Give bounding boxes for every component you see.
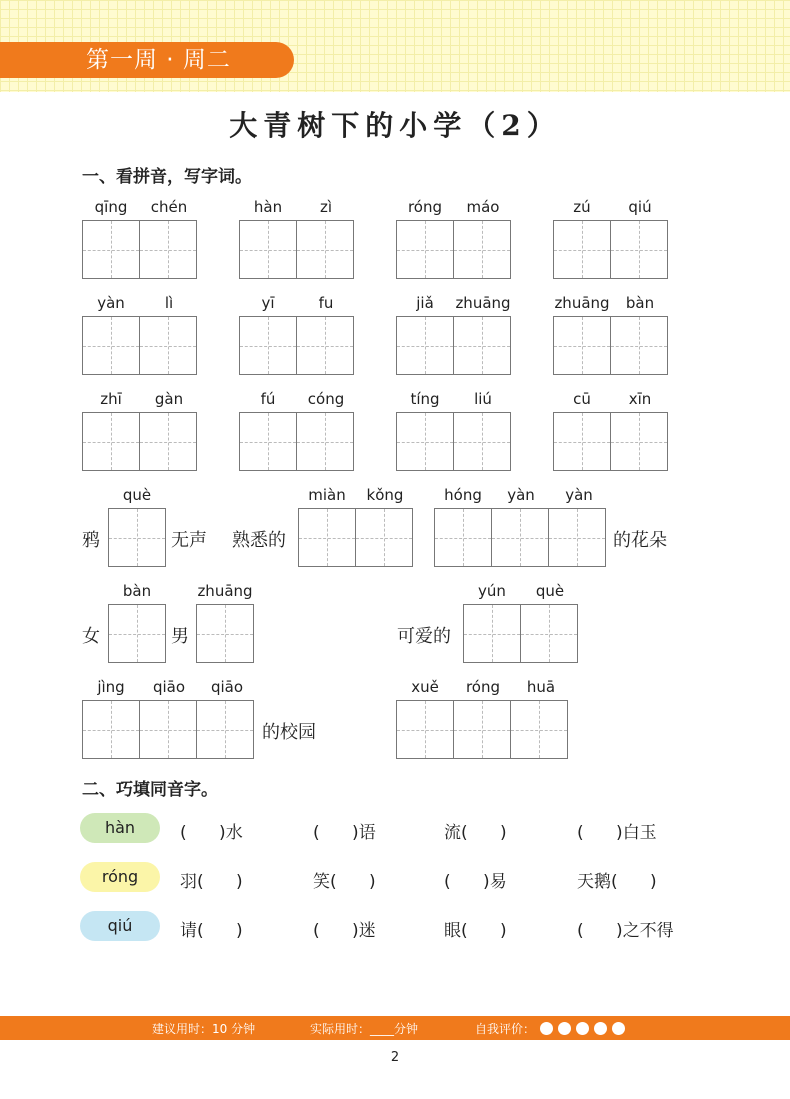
phrase-text: 无声 xyxy=(171,530,207,551)
pinyin-label: yàn xyxy=(507,486,535,504)
pinyin-label: zhī xyxy=(100,390,122,408)
pinyin-label: cū xyxy=(573,390,591,408)
flower-icon[interactable] xyxy=(594,1022,607,1035)
flower-icon[interactable] xyxy=(540,1022,553,1035)
fill-item[interactable]: ( )语 xyxy=(313,823,376,843)
pinyin-label: bàn xyxy=(122,582,152,600)
fill-item[interactable]: 流( ) xyxy=(444,823,507,843)
self-eval-label: 自我评价： xyxy=(475,1022,536,1036)
pinyin-label: máo xyxy=(466,198,500,216)
suggested-time: 建议用时：10 分钟 xyxy=(152,1022,256,1036)
pinyin-label: liú xyxy=(474,390,492,408)
pinyin-label: què xyxy=(535,582,565,600)
footer-bar xyxy=(0,1016,790,1040)
writing-boxes[interactable] xyxy=(434,508,606,567)
writing-boxes[interactable] xyxy=(553,412,668,471)
fill-item[interactable]: 笑( ) xyxy=(313,872,376,892)
fill-item[interactable]: 羽( ) xyxy=(180,872,243,892)
section-1-heading: 一、看拼音，写字词。 xyxy=(82,167,252,187)
writing-boxes[interactable] xyxy=(553,220,668,279)
pinyin-label: què xyxy=(122,486,152,504)
pinyin-label: zhuāng xyxy=(197,582,253,600)
section-2-heading: 二、巧填同音字。 xyxy=(82,780,218,800)
writing-boxes[interactable] xyxy=(196,604,254,663)
writing-boxes[interactable] xyxy=(396,220,511,279)
flower-icon[interactable] xyxy=(612,1022,625,1035)
fill-item[interactable]: ( )迷 xyxy=(313,921,376,941)
fill-item[interactable]: ( )白玉 xyxy=(577,823,657,843)
fill-item[interactable]: 眼( ) xyxy=(444,921,507,941)
writing-boxes[interactable] xyxy=(396,700,568,759)
fill-item[interactable]: ( )易 xyxy=(444,872,507,892)
writing-boxes[interactable] xyxy=(396,412,511,471)
phrase-text: 的花朵 xyxy=(613,530,667,551)
self-eval xyxy=(475,1020,625,1037)
writing-boxes[interactable] xyxy=(82,412,197,471)
pinyin-label: hàn xyxy=(253,198,283,216)
writing-boxes[interactable] xyxy=(82,220,197,279)
phrase-text: 女 xyxy=(82,626,100,647)
fill-item[interactable]: 天鹅( ) xyxy=(577,872,657,892)
page-number: 2 xyxy=(390,1050,400,1065)
pinyin-label: xuě xyxy=(411,678,439,696)
flower-icon[interactable] xyxy=(558,1022,571,1035)
pinyin-label: yàn xyxy=(565,486,593,504)
writing-boxes[interactable] xyxy=(396,316,511,375)
pinyin-label: róng xyxy=(407,198,443,216)
pinyin-label: qiāo xyxy=(210,678,244,696)
pinyin-label: qīng xyxy=(94,198,128,216)
pinyin-label: bàn xyxy=(625,294,655,312)
pinyin-label: lì xyxy=(164,294,174,312)
pinyin-label: cóng xyxy=(307,390,345,408)
fill-item[interactable]: 请( ) xyxy=(180,921,243,941)
writing-boxes[interactable] xyxy=(239,412,354,471)
actual-time: 实际用时：____分钟 xyxy=(310,1022,419,1036)
pinyin-label: róng xyxy=(465,678,501,696)
pinyin-label: qiú xyxy=(628,198,652,216)
day-tab: 第一周 · 周二 xyxy=(0,42,294,78)
pinyin-label: yún xyxy=(478,582,506,600)
flower-icon[interactable] xyxy=(576,1022,589,1035)
phrase-text: 的校园 xyxy=(262,722,316,743)
writing-boxes[interactable] xyxy=(108,604,166,663)
phrase-text: 可爱的 xyxy=(397,626,451,647)
pinyin-label: jìng xyxy=(97,678,125,696)
pinyin-label: chén xyxy=(150,198,188,216)
pinyin-label: hóng xyxy=(444,486,482,504)
pinyin-label: fu xyxy=(318,294,334,312)
writing-boxes[interactable] xyxy=(82,700,254,759)
phrase-text: 男 xyxy=(171,626,189,647)
phrase-text: 熟悉的 xyxy=(232,530,286,551)
pinyin-label: qiāo xyxy=(152,678,186,696)
pinyin-label: zhuāng xyxy=(455,294,511,312)
page-title: 大青树下的小学（2） xyxy=(229,109,561,142)
pinyin-label: miàn xyxy=(308,486,346,504)
pinyin-label: yàn xyxy=(97,294,125,312)
pinyin-label: gàn xyxy=(154,390,184,408)
pinyin-label: huā xyxy=(526,678,556,696)
pinyin-label: fú xyxy=(260,390,276,408)
writing-boxes[interactable] xyxy=(553,316,668,375)
phrase-text: 鸦 xyxy=(82,530,100,551)
pinyin-label: yī xyxy=(261,294,275,312)
writing-boxes[interactable] xyxy=(239,316,354,375)
fill-item[interactable]: ( )之不得 xyxy=(577,921,674,941)
pinyin-label: jiǎ xyxy=(416,294,434,312)
writing-boxes[interactable] xyxy=(239,220,354,279)
pinyin-label: xīn xyxy=(628,390,652,408)
pinyin-pill-qiu: qiú xyxy=(80,911,160,941)
pinyin-label: kǒng xyxy=(366,486,404,504)
writing-boxes[interactable] xyxy=(82,316,197,375)
pinyin-label: zhuāng xyxy=(554,294,610,312)
pinyin-label: zú xyxy=(573,198,591,216)
pinyin-label: tíng xyxy=(410,390,440,408)
writing-boxes[interactable] xyxy=(298,508,413,567)
pinyin-label: zì xyxy=(319,198,333,216)
pinyin-pill-han: hàn xyxy=(80,813,160,843)
fill-item[interactable]: ( )水 xyxy=(180,823,243,843)
writing-boxes[interactable] xyxy=(463,604,578,663)
pinyin-pill-rong: róng xyxy=(80,862,160,892)
writing-boxes[interactable] xyxy=(108,508,166,567)
